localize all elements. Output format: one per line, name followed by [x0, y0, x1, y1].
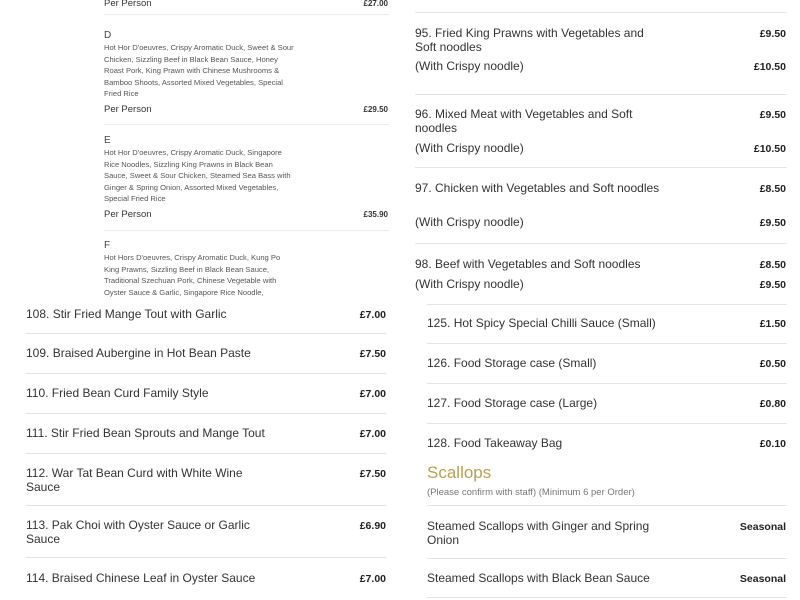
divider [104, 230, 389, 231]
menu-item-name: 108. Stir Fried Mange Tout with Garlic [26, 307, 227, 321]
divider [427, 558, 787, 559]
menu-item-name: 98. Beef with Vegetables and Soft noodles [415, 257, 641, 271]
menu-item-option: (With Crispy noodle) [415, 277, 524, 291]
divider [415, 243, 787, 244]
set-price: £29.50 [363, 105, 388, 114]
menu-item-price: £9.50 [759, 109, 786, 121]
menu-item-name: 127. Food Storage case (Large) [427, 396, 598, 410]
divider [26, 557, 386, 558]
set-letter: E [104, 135, 111, 146]
divider [26, 453, 386, 454]
set-description: Hot Hor D'oeuvres, Crispy Aromatic Duck, Sweet & Sour Chicken, Sizzling Beef in Black Bean Sauce, Honey Roast Pork, King Prawn with Chinese Mushrooms & Bamboo Shoots, Assorted Mixed Vegetables, Special Fried Rice [104, 43, 294, 99]
set-per-person-label: Per Person [104, 0, 152, 9]
menu-item-option: (With Crispy noodle) [415, 59, 524, 73]
menu-item-option: (With Crispy noodle) [415, 215, 524, 229]
menu-item-price: £1.50 [759, 318, 786, 330]
menu-item-price: £9.50 [759, 28, 786, 40]
divider [427, 423, 787, 424]
menu-item-name: Steamed Scallops with Black Bean Sauce [427, 571, 650, 585]
menu-item-price: £7.00 [359, 428, 386, 440]
menu-item-price: £0.10 [759, 438, 786, 450]
menu-item-option-price: £10.50 [753, 61, 786, 73]
set-price: £27.00 [363, 0, 388, 8]
menu-item-price: £7.00 [359, 309, 386, 321]
menu-item-price: £7.00 [359, 573, 386, 585]
set-description: Hot Hors D'oeuvres, Crispy Aromatic Duck, Kung Po King Prawns, Sizzling Beef in Black Bean Sauce, Traditional Szechuan Pork, Chinese Vegetable with Oyster Sauce & Garlic, Singapore Rice Noodle, [104, 253, 281, 297]
set-letter: D [104, 30, 112, 41]
menu-item-name: 126. Food Storage case (Small) [427, 356, 597, 370]
set-per-person-label: Per Person [104, 209, 152, 220]
menu-item-name: 96. Mixed Meat with Vegetables and Soft noodles [415, 107, 633, 135]
set-description: Hot Hor D'oeuvres, Crispy Aromatic Duck, Singapore Rice Noodles, Sizzling King Prawns in Black Bean Sauce, Sweet & Sour Chicken, Steamed Sea Bass with Ginger & Spring Onion, Assorted Mixed Vegetables, Special Fried Rice [104, 148, 291, 204]
menu-item-name: 97. Chicken with Vegetables and Soft noodles [415, 181, 660, 195]
menu-item-price: £8.50 [759, 259, 786, 271]
menu-item-price: £8.50 [759, 183, 786, 195]
divider [427, 505, 787, 506]
divider [26, 505, 386, 506]
divider [427, 383, 787, 384]
menu-item-name: 113. Pak Choi with Oyster Sauce or Garlic Sauce [26, 518, 250, 546]
menu-item-price: Seasonal [739, 573, 786, 585]
divider [104, 124, 389, 125]
menu-item-price: £7.00 [359, 388, 386, 400]
menu-item-name: 128. Food Takeaway Bag [427, 436, 563, 450]
menu-item-price: £7.50 [359, 348, 386, 360]
menu-item-name: 95. Fried King Prawns with Vegetables and Soft noodles [415, 26, 644, 54]
section-title: Scallops [427, 463, 492, 482]
set-per-person-label: Per Person [104, 104, 152, 115]
divider [26, 413, 386, 414]
set-price: £35.90 [363, 210, 388, 219]
divider [104, 14, 389, 15]
menu-item-option-price: £9.50 [759, 279, 786, 291]
menu-item-name: 114. Braised Chinese Leaf in Oyster Sauce [26, 571, 256, 585]
menu-item-price: £6.90 [359, 520, 386, 532]
divider [427, 597, 787, 598]
menu-item-name: 125. Hot Spicy Special Chilli Sauce (Small) [427, 316, 656, 330]
divider [26, 333, 386, 334]
divider [427, 304, 787, 305]
menu-item-name: Steamed Scallops with Ginger and Spring Onion [427, 519, 650, 547]
menu-item-name: 109. Braised Aubergine in Hot Bean Paste [26, 346, 251, 360]
divider [415, 12, 787, 13]
menu-item-option: (With Crispy noodle) [415, 141, 524, 155]
menu-item-option-price: £10.50 [753, 143, 786, 155]
menu-item-name: 112. War Tat Bean Curd with White Wine Sauce [26, 466, 243, 494]
divider [415, 167, 787, 168]
divider [415, 94, 787, 95]
divider [26, 373, 386, 374]
set-letter: F [104, 240, 111, 251]
divider [427, 343, 787, 344]
menu-item-price: £7.50 [359, 468, 386, 480]
menu-item-name: 110. Fried Bean Curd Family Style [26, 386, 209, 400]
menu-item-option-price: £9.50 [759, 217, 786, 229]
menu-item-name: 111. Stir Fried Bean Sprouts and Mange Tout [26, 426, 265, 440]
menu-item-price: Seasonal [739, 521, 786, 533]
menu-item-price: £0.80 [759, 398, 786, 410]
menu-item-price: £0.50 [759, 358, 786, 370]
section-note: (Please confirm with staff) (Minimum 6 per Order) [427, 487, 635, 498]
